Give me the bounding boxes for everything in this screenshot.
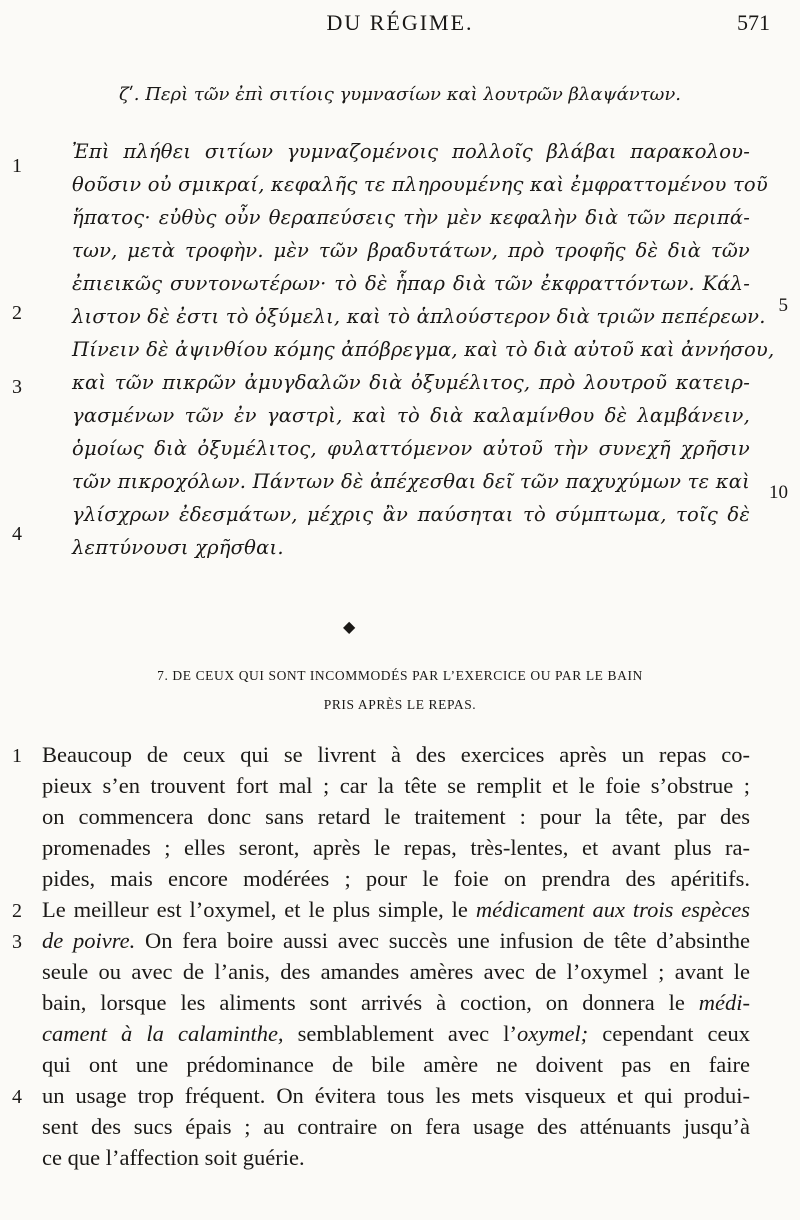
- french-line: un usage trop fréquent. On évitera tous les mets visqueux et qui produi-: [42, 1083, 750, 1108]
- french-line: ce que l’affection soit guérie.: [42, 1145, 305, 1170]
- greek-line: θοῦσιν οὐ σμικραί, κεφαλῆς τε πληρουμένης καὶ ἐμφραττομένου τοῦ: [72, 173, 768, 196]
- french-line: Le meilleur est l’oxymel, et le plus simple, le médicament aux trois espèces: [42, 897, 750, 922]
- greek-line: ἐπιεικῶς συντονωτέρων· τὸ δὲ ἧπαρ διὰ τῶν ἐκφραττόντων. Κάλ-: [72, 272, 750, 295]
- greek-line: γλίσχρων ἐδεσμάτων, μέχρις ἂν παύσηται τὸ σύμπτωμα, τοῖς δὲ: [72, 503, 750, 526]
- greek-line: Πίνειν δὲ ἀψινθίου κόμης ἀπόβρεγμα, καὶ τὸ διὰ αὐτοῦ καὶ ἀννήσου,: [72, 338, 775, 361]
- french-line: qui ont une prédominance de bile amère ne doivent pas en faire: [42, 1052, 750, 1077]
- greek-line: ἥπατος· εὐθὺς οὖν θεραπεύσεις τὴν μὲν κεφαλὴν διὰ τῶν περιπά-: [72, 206, 750, 229]
- french-chapter-heading: 7. DE CEUX QUI SONT INCOMMODÉS PAR L’EXERCICE OU PAR LE BAIN: [157, 668, 643, 683]
- greek-line: λιστον δὲ ἐστι τὸ ὀξύμελι, καὶ τὸ ἁπλούστερον διὰ τριῶν πεπέρεων.: [72, 305, 766, 328]
- french-line: de poivre. On fera boire aussi avec succès une infusion de tête d’absinthe: [42, 928, 750, 953]
- greek-section-number: 4: [12, 523, 22, 545]
- greek-line: γασμένων τῶν ἐν γαστρὶ, καὶ τὸ διὰ καλαμίνθου δὲ λαμβάνειν,: [72, 404, 750, 427]
- section-ornament: ◆: [343, 617, 356, 636]
- french-line: pieux s’en trouvent fort mal ; car la tête se remplit et le foie s’obstrue ;: [42, 773, 750, 798]
- french-line: Beaucoup de ceux qui se livrent à des exercices après un repas co-: [42, 742, 750, 767]
- french-line: on commencera donc sans retard le traitement : pour la tête, par des: [42, 804, 750, 829]
- french-line: cament à la calaminthe, semblablement avec l’oxymel; cependant ceux: [42, 1021, 750, 1046]
- greek-line: τῶν πικροχόλων. Πάντων δὲ ἀπέχεσθαι δεῖ τῶν παχυχύμων τε καὶ: [72, 470, 750, 493]
- french-section-number: 1: [12, 745, 22, 767]
- greek-line: των, μετὰ τροφὴν. μὲν τῶν βραδυτάτων, πρὸ τροφῆς δὲ διὰ τῶν: [72, 239, 750, 262]
- running-title: DU RÉGIME.: [326, 10, 474, 35]
- french-line: promenades ; elles seront, après le repas, très-lentes, et avant plus ra-: [42, 835, 750, 860]
- greek-line-reference: 5: [778, 295, 788, 316]
- greek-line-reference: 10: [769, 482, 788, 503]
- french-section-number: 3: [12, 931, 22, 953]
- greek-line: Ἐπὶ πλήθει σιτίων γυμναζομένοις πολλοῖς βλάβαι παρακολου-: [72, 140, 750, 163]
- french-line: bain, lorsque les aliments sont arrivés à coction, on donnera le médi-: [42, 990, 750, 1015]
- greek-section-number: 2: [12, 302, 22, 324]
- greek-section-number: 1: [12, 155, 22, 177]
- greek-line: ὁμοίως διὰ ὀξυμέλιτος, φυλαττόμενον αὐτοῦ τὴν συνεχῆ χρῆσιν: [72, 437, 750, 460]
- page-number: 571: [737, 10, 770, 35]
- french-line: sent des sucs épais ; au contraire on fera usage des atténuants jusqu’à: [42, 1114, 750, 1139]
- french-section-number: 2: [12, 900, 22, 922]
- french-chapter-heading: PRIS APRÈS LE REPAS.: [323, 697, 477, 712]
- greek-line: λεπτύνουσι χρῆσθαι.: [72, 536, 284, 559]
- french-line: seule ou avec de l’anis, des amandes amères avec de l’oxymel ; avant le: [42, 959, 750, 984]
- french-line: pides, mais encore modérées ; pour le foie on prendra des apéritifs.: [42, 866, 750, 891]
- french-section-number: 4: [12, 1086, 22, 1108]
- greek-chapter-heading: ζʹ. Περὶ τῶν ἐπὶ σιτίοις γυμνασίων καὶ λουτρῶν βλαψάντων.: [118, 84, 682, 105]
- greek-line: καὶ τῶν πικρῶν ἀμυγδαλῶν διὰ ὀξυμέλιτος, πρὸ λουτροῦ κατειρ-: [72, 371, 750, 394]
- greek-section-number: 3: [12, 376, 22, 398]
